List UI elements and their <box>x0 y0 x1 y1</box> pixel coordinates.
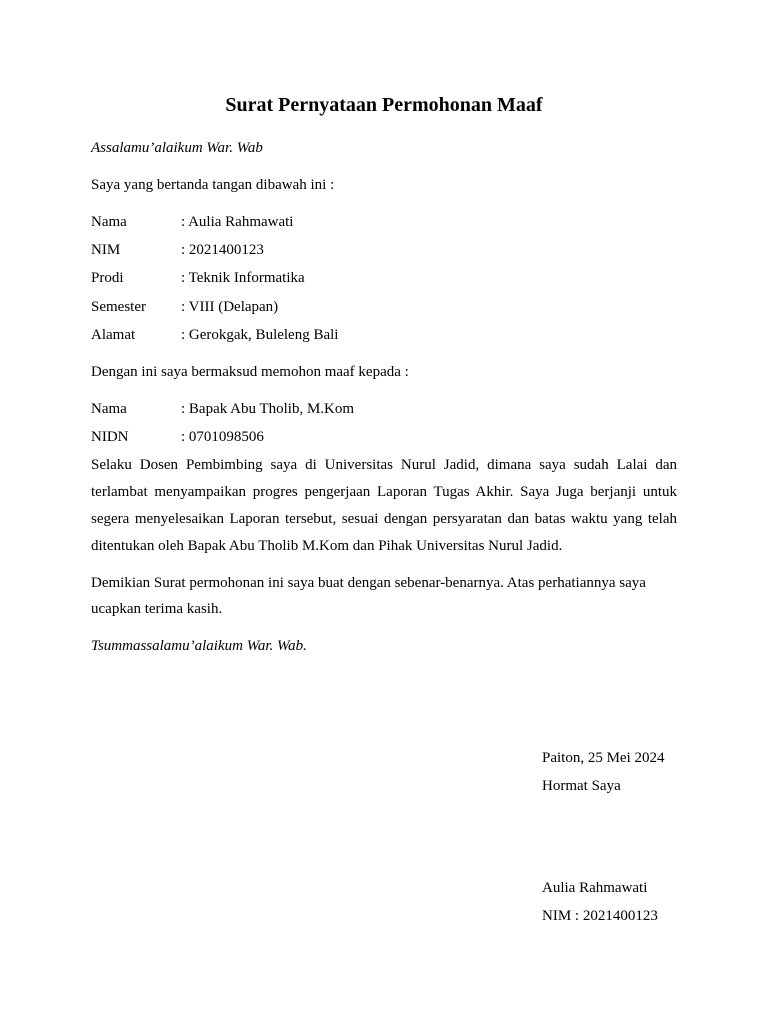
body-paragraph <box>91 455 677 563</box>
sender-field-nim <box>91 240 681 260</box>
field-label: Alamat <box>91 327 136 343</box>
field-value: : 0701098506 <box>181 429 264 445</box>
page-title: Surat Pernyataan Permohonan Maaf <box>225 94 543 116</box>
body-line: ditentukan oleh Bapak Abu Tholib M.Kom dan Pihak Universitas Nurul Jadid. <box>91 538 563 554</box>
field-label: Nama <box>91 214 127 230</box>
body-line: terlambat menyampaikan progres pengerjaan Laporan Tugas Akhir. Saya Juga berjanji untuk <box>91 484 677 500</box>
sender-field-alamat <box>91 325 681 345</box>
recipient-field-nidn <box>91 427 681 447</box>
field-value: : Teknik Informatika <box>181 270 305 286</box>
recipient-field-name <box>91 399 681 419</box>
sender-field-semester <box>91 297 681 317</box>
intro-text: Saya yang bertanda tangan dibawah ini : <box>91 177 335 193</box>
field-label: Prodi <box>91 270 124 286</box>
field-label: Semester <box>91 299 146 315</box>
field-label: NIDN <box>91 429 129 445</box>
closing-line: ucapkan terima kasih. <box>91 601 223 617</box>
signature-place-date: Paiton, 25 Mei 2024 <box>542 750 665 766</box>
closing-line: Demikian Surat permohonan ini saya buat dengan sebenar-benarnya. Atas perhatiannya saya <box>91 575 646 591</box>
signature-regards: Hormat Saya <box>542 778 621 794</box>
body-line: segera menyelesaikan Laporan tersebut, sesuai dengan persyaratan dan batas waktu yang telah <box>91 511 677 527</box>
field-value: : VIII (Delapan) <box>181 299 279 315</box>
field-label: NIM <box>91 242 121 258</box>
field-value: : 2021400123 <box>181 242 264 258</box>
recipient-intro-text: Dengan ini saya bermaksud memohon maaf kepada : <box>91 364 409 380</box>
sender-field-name <box>91 212 681 232</box>
greeting-text: Assalamu’alaikum War. Wab <box>91 140 263 156</box>
sender-field-prodi <box>91 268 681 288</box>
body-line: Selaku Dosen Pembimbing saya di Universitas Nurul Jadid, dimana saya sudah Lalai dan <box>91 457 677 473</box>
field-value: : Aulia Rahmawati <box>181 214 294 230</box>
field-value: : Bapak Abu Tholib, M.Kom <box>181 401 355 417</box>
signature-nim: NIM : 2021400123 <box>542 908 658 924</box>
signature-name: Aulia Rahmawati <box>542 880 648 896</box>
farewell-text: Tsummassalamu’alaikum War. Wab. <box>91 638 307 654</box>
closing-paragraph <box>91 573 677 625</box>
field-value: : Gerokgak, Buleleng Bali <box>181 327 339 343</box>
field-label: Nama <box>91 401 127 417</box>
